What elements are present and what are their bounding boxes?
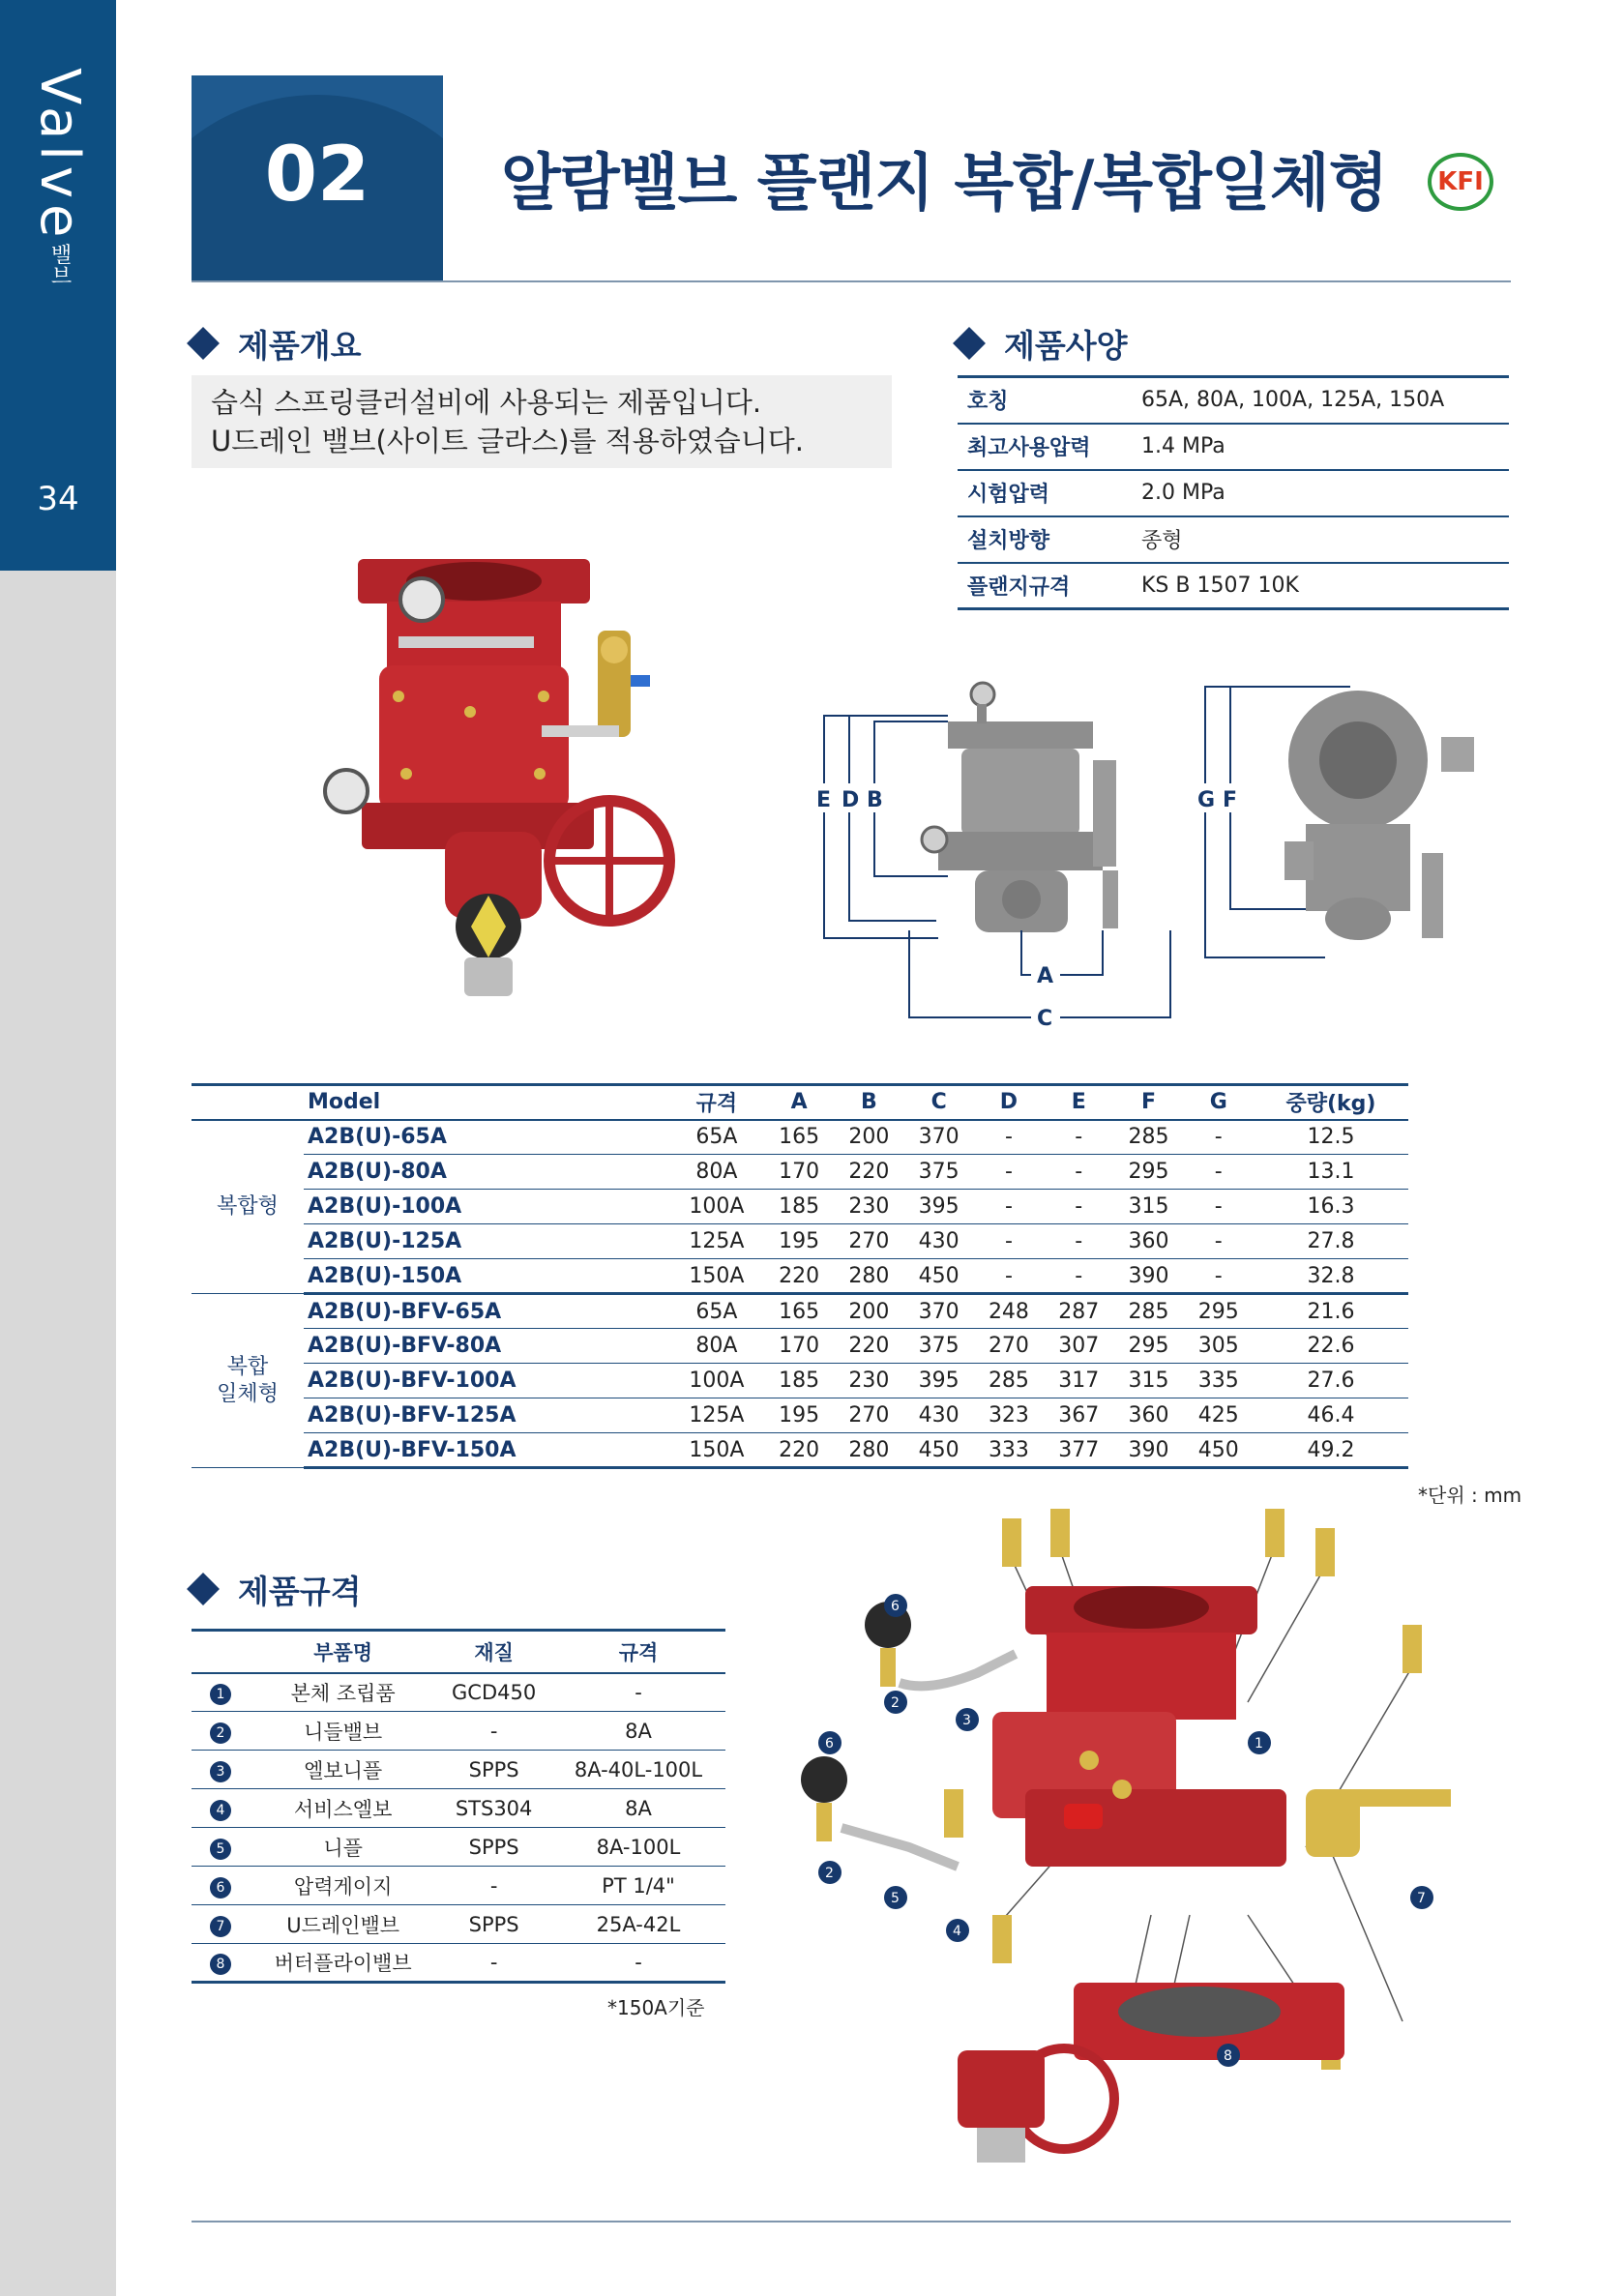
table-cell: 360	[1113, 1224, 1183, 1259]
table-cell: 377	[1044, 1433, 1113, 1468]
table-cell: 13.1	[1254, 1155, 1408, 1190]
number-badge: 8	[210, 1954, 231, 1975]
table-cell: 170	[764, 1155, 834, 1190]
table-row	[192, 1329, 1408, 1364]
table-cell: 270	[834, 1224, 903, 1259]
model-cell: A2B(U)-80A	[304, 1155, 669, 1190]
table-cell: 165	[764, 1120, 834, 1155]
part-number	[192, 1867, 250, 1905]
part-number	[192, 1712, 250, 1751]
parts-table	[192, 1629, 725, 1984]
column-header: 규격	[551, 1631, 725, 1673]
table-cell: 395	[904, 1364, 974, 1398]
table-row	[192, 1294, 1408, 1329]
table-cell: 280	[834, 1259, 903, 1294]
part-name: 니플	[250, 1828, 436, 1867]
part-size: 8A-100L	[551, 1828, 725, 1867]
part-name: 버터플라이밸브	[250, 1944, 436, 1983]
table-cell: 100A	[669, 1190, 764, 1224]
table-cell: 450	[904, 1433, 974, 1468]
table-cell: 295	[1113, 1155, 1183, 1190]
table-cell: 450	[904, 1259, 974, 1294]
table-cell: 315	[1113, 1190, 1183, 1224]
table-cell: 450	[1184, 1433, 1254, 1468]
callout-label: 3	[962, 1713, 971, 1728]
number-badge: 5	[210, 1839, 231, 1860]
table-cell: 270	[974, 1329, 1044, 1364]
part-material: GCD450	[436, 1673, 551, 1712]
table-cell: -	[1044, 1190, 1113, 1224]
part-name: 서비스엘보	[250, 1789, 436, 1828]
table-cell: 125A	[669, 1224, 764, 1259]
table-cell: 165	[764, 1294, 834, 1329]
spec-key: 플랜지규격	[958, 563, 1132, 609]
overview-line: 습식 스프링클러설비에 사용되는 제품입니다.	[211, 386, 762, 419]
table-cell: 150A	[669, 1433, 764, 1468]
table-cell: 21.6	[1254, 1294, 1408, 1329]
table-cell: 195	[764, 1398, 834, 1433]
model-cell: A2B(U)-BFV-65A	[304, 1294, 669, 1329]
table-row	[192, 1673, 725, 1712]
table-cell: 200	[834, 1120, 903, 1155]
table-cell: 370	[904, 1294, 974, 1329]
part-material: -	[436, 1944, 551, 1983]
kfi-logo-icon: KFI	[1428, 153, 1493, 211]
table-row	[192, 1364, 1408, 1398]
table-cell: 65A	[669, 1294, 764, 1329]
table-cell: 200	[834, 1294, 903, 1329]
callout-label: 4	[953, 1924, 961, 1939]
table-cell: 430	[904, 1224, 974, 1259]
table-cell: 100A	[669, 1364, 764, 1398]
table-row	[192, 1155, 1408, 1190]
table-cell: 170	[764, 1329, 834, 1364]
dim-label-b: B	[867, 788, 883, 812]
part-size: PT 1/4"	[551, 1867, 725, 1905]
part-size: 8A-40L-100L	[551, 1751, 725, 1789]
part-number	[192, 1905, 250, 1944]
group-label-line: 복합형	[217, 1193, 279, 1219]
number-badge: 3	[210, 1761, 231, 1782]
diamond-bullet-icon	[187, 327, 220, 360]
table-cell: 27.8	[1254, 1224, 1408, 1259]
dim-label-d: D	[842, 788, 860, 812]
spec-key: 최고사용압력	[958, 424, 1132, 470]
part-name: 본체 조립품	[250, 1673, 436, 1712]
table-cell: 185	[764, 1190, 834, 1224]
table-cell: 285	[1113, 1294, 1183, 1329]
spec-key: 설치방향	[958, 516, 1132, 563]
side-rail	[0, 0, 116, 2296]
table-cell: 285	[974, 1364, 1044, 1398]
model-cell: A2B(U)-150A	[304, 1259, 669, 1294]
table-cell: -	[1044, 1155, 1113, 1190]
table-cell: -	[974, 1120, 1044, 1155]
model-cell: A2B(U)-65A	[304, 1120, 669, 1155]
model-cell: A2B(U)-BFV-100A	[304, 1364, 669, 1398]
dim-label-g: G	[1197, 788, 1216, 812]
column-header: 중량(kg)	[1254, 1085, 1408, 1120]
table-cell: 248	[974, 1294, 1044, 1329]
table-cell: 270	[834, 1398, 903, 1433]
model-cell: A2B(U)-BFV-125A	[304, 1398, 669, 1433]
table-cell: 185	[764, 1364, 834, 1398]
part-number	[192, 1789, 250, 1828]
table-cell: 323	[974, 1398, 1044, 1433]
table-cell: -	[974, 1259, 1044, 1294]
table-cell: 375	[904, 1155, 974, 1190]
part-size: 25A-42L	[551, 1905, 725, 1944]
table-row	[192, 1224, 1408, 1259]
part-number	[192, 1751, 250, 1789]
group-label-line: 일체형	[217, 1381, 279, 1406]
table-cell: 46.4	[1254, 1398, 1408, 1433]
column-header: 규격	[669, 1085, 764, 1120]
table-cell: 295	[1184, 1294, 1254, 1329]
model-cell: A2B(U)-125A	[304, 1224, 669, 1259]
part-number	[192, 1673, 250, 1712]
column-header: F	[1113, 1085, 1183, 1120]
number-badge: 2	[210, 1722, 231, 1744]
table-cell: 65A	[669, 1120, 764, 1155]
table-cell: 230	[834, 1364, 903, 1398]
group-label	[192, 1120, 304, 1294]
part-size: -	[551, 1944, 725, 1983]
table-cell: 150A	[669, 1259, 764, 1294]
dim-label-e: E	[816, 788, 832, 812]
callout-label: 7	[1417, 1891, 1426, 1906]
part-material: STS304	[436, 1789, 551, 1828]
number-badge: 4	[210, 1800, 231, 1821]
part-number	[192, 1828, 250, 1867]
spec-key: 시험압력	[958, 470, 1132, 516]
group-label-line: 복합	[226, 1354, 269, 1379]
table-row	[192, 1433, 1408, 1468]
table-cell: 195	[764, 1224, 834, 1259]
callout-label: 2	[825, 1866, 834, 1881]
spec-row	[958, 516, 1509, 563]
table-row	[192, 1712, 725, 1751]
chapter-number: 02	[264, 132, 370, 219]
table-cell: 335	[1184, 1364, 1254, 1398]
dim-label-f: F	[1223, 788, 1238, 812]
number-badge: 6	[210, 1877, 231, 1899]
overview-box	[192, 375, 892, 468]
spec-row	[958, 424, 1509, 470]
table-cell: 367	[1044, 1398, 1113, 1433]
number-header	[192, 1631, 250, 1673]
table-cell: 287	[1044, 1294, 1113, 1329]
part-material: -	[436, 1867, 551, 1905]
table-cell: 430	[904, 1398, 974, 1433]
part-size: 8A	[551, 1789, 725, 1828]
table-cell: -	[1044, 1259, 1113, 1294]
table-cell: 360	[1113, 1398, 1183, 1433]
footer-divider	[192, 2221, 1511, 2222]
table-cell: 285	[1113, 1120, 1183, 1155]
dimension-drawing	[803, 677, 1499, 1045]
table-cell: 390	[1113, 1259, 1183, 1294]
column-header: G	[1184, 1085, 1254, 1120]
group-label	[192, 1294, 304, 1468]
spec-key: 호칭	[958, 377, 1132, 424]
table-cell: 280	[834, 1433, 903, 1468]
model-cell: A2B(U)-BFV-80A	[304, 1329, 669, 1364]
table-cell: 27.6	[1254, 1364, 1408, 1398]
table-cell: 220	[834, 1329, 903, 1364]
callout-label: 2	[891, 1695, 900, 1711]
callout-label: 6	[891, 1599, 900, 1614]
table-cell: 295	[1113, 1329, 1183, 1364]
table-cell: 80A	[669, 1329, 764, 1364]
table-cell: 22.6	[1254, 1329, 1408, 1364]
table-row	[192, 1751, 725, 1789]
part-material: SPPS	[436, 1905, 551, 1944]
spec-row	[958, 470, 1509, 516]
column-header: B	[834, 1085, 903, 1120]
table-cell: -	[1184, 1259, 1254, 1294]
valve-photo	[290, 542, 658, 1006]
diamond-bullet-icon	[953, 327, 986, 360]
parts-heading: 제품규격	[192, 1567, 362, 1612]
table-row	[192, 1190, 1408, 1224]
unit-note: *단위 : mm	[1418, 1484, 1522, 1507]
part-material: SPPS	[436, 1828, 551, 1867]
table-cell: 370	[904, 1120, 974, 1155]
table-row	[192, 1828, 725, 1867]
table-cell: 125A	[669, 1398, 764, 1433]
section-label: Valve밸브	[28, 68, 91, 286]
table-cell: -	[1184, 1190, 1254, 1224]
part-name: 엘보니플	[250, 1751, 436, 1789]
table-cell: 375	[904, 1329, 974, 1364]
spec-value: KS B 1507 10K	[1132, 563, 1509, 609]
table-cell: 32.8	[1254, 1259, 1408, 1294]
part-name: 니들밸브	[250, 1712, 436, 1751]
table-cell: 305	[1184, 1329, 1254, 1364]
table-cell: -	[974, 1190, 1044, 1224]
table-cell: -	[1044, 1224, 1113, 1259]
table-cell: 49.2	[1254, 1433, 1408, 1468]
table-row	[192, 1120, 1408, 1155]
part-number	[192, 1944, 250, 1983]
header-divider	[192, 280, 1511, 282]
page-title: 알람밸브 플랜지 복합/복합일체형	[501, 148, 1388, 220]
dim-label-a: A	[1037, 964, 1054, 988]
table-cell: -	[974, 1155, 1044, 1190]
table-cell: -	[1184, 1224, 1254, 1259]
chapter-number-box	[192, 75, 443, 280]
table-cell: 230	[834, 1190, 903, 1224]
table-cell: 220	[764, 1259, 834, 1294]
spec-value: 2.0 MPa	[1132, 470, 1509, 516]
table-row	[192, 1944, 725, 1983]
group-header	[192, 1085, 304, 1120]
model-cell: A2B(U)-BFV-150A	[304, 1433, 669, 1468]
spec-heading: 제품사양	[958, 321, 1128, 367]
table-cell: 307	[1044, 1329, 1113, 1364]
table-row	[192, 1789, 725, 1828]
table-cell: 395	[904, 1190, 974, 1224]
column-header: E	[1044, 1085, 1113, 1120]
column-header: D	[974, 1085, 1044, 1120]
number-badge: 1	[210, 1684, 231, 1705]
spec-row	[958, 377, 1509, 424]
spec-table	[958, 375, 1509, 610]
table-cell: 315	[1113, 1364, 1183, 1398]
spec-value: 65A, 80A, 100A, 125A, 150A	[1132, 377, 1509, 424]
diamond-bullet-icon	[187, 1573, 220, 1605]
part-name: 압력게이지	[250, 1867, 436, 1905]
spec-value: 1.4 MPa	[1132, 424, 1509, 470]
column-header: Model	[304, 1085, 669, 1120]
overview-line: U드레인 밸브(사이트 글라스)를 적용하였습니다.	[211, 425, 804, 457]
table-cell: 333	[974, 1433, 1044, 1468]
table-cell: 220	[764, 1433, 834, 1468]
callout-label: 5	[891, 1891, 900, 1906]
dim-label-c: C	[1037, 1007, 1053, 1031]
page-number: 34	[37, 480, 79, 518]
dimension-table	[192, 1083, 1408, 1469]
callout-label: 1	[1255, 1736, 1263, 1751]
table-row	[192, 1905, 725, 1944]
overview-heading: 제품개요	[192, 321, 362, 367]
column-header: 재질	[436, 1631, 551, 1673]
part-material: -	[436, 1712, 551, 1751]
table-cell: -	[1044, 1120, 1113, 1155]
table-cell: -	[974, 1224, 1044, 1259]
part-size: 8A	[551, 1712, 725, 1751]
table-cell: 425	[1184, 1398, 1254, 1433]
callout-label: 8	[1224, 2048, 1232, 2064]
table-row	[192, 1867, 725, 1905]
exploded-view	[764, 1499, 1519, 2176]
callout-label: 6	[825, 1736, 834, 1751]
column-header: C	[904, 1085, 974, 1120]
part-name: U드레인밸브	[250, 1905, 436, 1944]
table-cell: 16.3	[1254, 1190, 1408, 1224]
table-cell: 80A	[669, 1155, 764, 1190]
table-cell: 390	[1113, 1433, 1183, 1468]
column-header: A	[764, 1085, 834, 1120]
spec-row	[958, 563, 1509, 609]
number-badge: 7	[210, 1916, 231, 1937]
table-cell: 220	[834, 1155, 903, 1190]
column-header: 부품명	[250, 1631, 436, 1673]
table-cell: 317	[1044, 1364, 1113, 1398]
part-size: -	[551, 1673, 725, 1712]
table-cell: -	[1184, 1155, 1254, 1190]
part-material: SPPS	[436, 1751, 551, 1789]
basis-note: *150A기준	[607, 1996, 705, 2019]
table-cell: 12.5	[1254, 1120, 1408, 1155]
table-row	[192, 1398, 1408, 1433]
spec-value: 종형	[1132, 516, 1509, 563]
model-cell: A2B(U)-100A	[304, 1190, 669, 1224]
table-cell: -	[1184, 1120, 1254, 1155]
table-row	[192, 1259, 1408, 1294]
